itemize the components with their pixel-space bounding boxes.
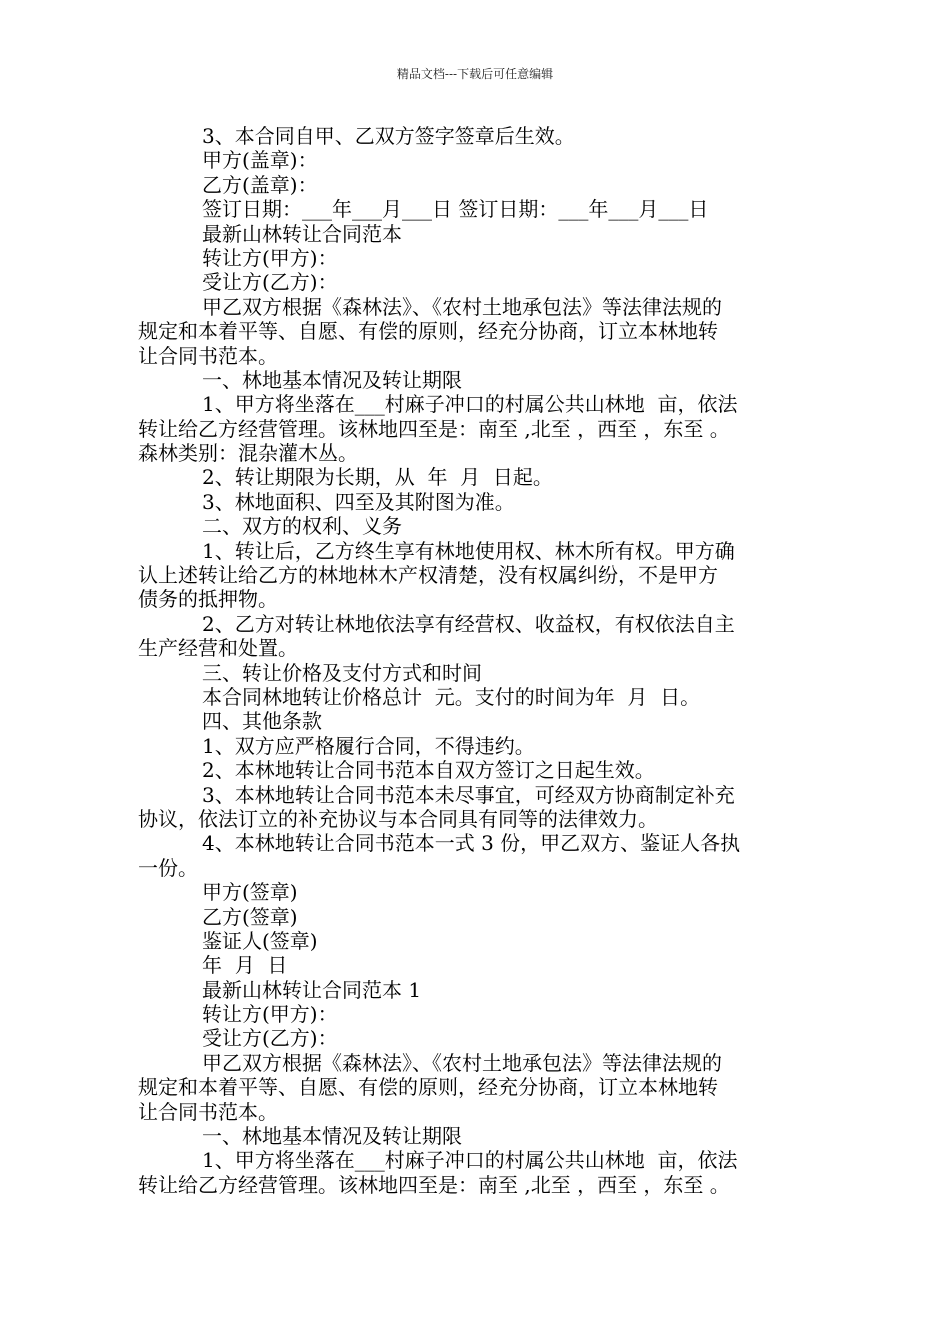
text-line: 受让方(乙方)： [202,1026,338,1051]
text-line: 一份。 [138,855,198,880]
text-line: 1、双方应严格履行合同，不得违约。 [202,733,535,758]
text-line: 协议，依法订立的补充协议与本合同具有同等的法律效力。 [138,806,658,831]
text-line: 规定和本着平等、自愿、有偿的原则，经充分协商，订立本林地转 [138,1075,718,1100]
text-line: 2、转让期限为长期，从 年 月 日起。 [202,465,553,490]
text-line: 年 月 日 [202,953,288,978]
text-line: 转让给乙方经营管理。该林地四至是：南至 ,北至 ，西至 ，东至 。 [138,1172,730,1197]
text-line: 债务的抵押物。 [138,587,278,612]
text-line: 甲方(盖章)： [202,148,318,173]
text-line: 转让方(甲方)： [202,1002,338,1027]
text-line: 三、转让价格及支付方式和时间 [202,660,482,685]
text-line: 本合同林地转让价格总计 元。支付的时间为年 月 日。 [202,684,701,709]
text-line: 规定和本着平等、自愿、有偿的原则，经充分协商，订立本林地转 [138,319,718,344]
text-line: 1、甲方将坐落在___村麻子冲口的村属公共山林地 亩，依法 [202,1148,738,1173]
text-line: 签订日期：___年___月___日 签订日期：___年___月___日 [202,197,709,222]
text-line: 3、林地面积、四至及其附图为准。 [202,489,515,514]
text-line: 认上述转让给乙方的林地林木产权清楚，没有权属纠纷，不是甲方 [138,563,718,588]
text-line: 4、本林地转让合同书范本一式 3 份，甲乙双方、鉴证人各执 [202,831,741,856]
text-line: 2、本林地转让合同书范本自双方签订之日起生效。 [202,758,655,783]
text-line: 让合同书范本。 [138,1099,278,1124]
text-line: 二、双方的权利、义务 [202,514,402,539]
text-line: 转让给乙方经营管理。该林地四至是：南至 ,北至 ，西至 ，东至 。 [138,416,730,441]
text-line: 最新山林转让合同范本 [202,221,402,246]
document-body [138,124,822,1197]
text-line: 受让方(乙方)： [202,270,338,295]
text-line: 一、林地基本情况及转让期限 [202,367,462,392]
text-line: 最新山林转让合同范本 1 [202,977,422,1002]
text-line: 3、本合同自甲、乙双方签字签章后生效。 [202,124,575,148]
text-line: 让合同书范本。 [138,343,278,368]
text-line: 森林类别：混杂灌木丛。 [138,441,358,466]
text-line: 甲乙双方根据《森林法》、《农村土地承包法》等法律法规的 [202,1050,722,1075]
text-line: 一、林地基本情况及转让期限 [202,1124,462,1149]
text-line: 乙方(盖章)： [202,172,318,197]
text-line: 1、转让后，乙方终生享有林地使用权、林木所有权。甲方确 [202,538,735,563]
text-line: 转让方(甲方)： [202,245,338,270]
text-line: 甲乙双方根据《森林法》、《农村土地承包法》等法律法规的 [202,294,722,319]
text-line: 生产经营和处置。 [138,636,298,661]
text-line: 乙方(签章) [202,904,298,929]
text-line: 2、乙方对转让林地依法享有经营权、收益权，有权依法自主 [202,611,735,636]
text-line: 四、其他条款 [202,709,322,734]
page-header: 精品文档---下载后可任意编辑 [396,67,554,81]
text-line: 1、甲方将坐落在___村麻子冲口的村属公共山林地 亩，依法 [202,392,738,417]
text-line: 3、本林地转让合同书范本未尽事宜，可经双方协商制定补充 [202,782,735,807]
text-line: 甲方(签章) [202,880,298,905]
text-line: 鉴证人(签章) [202,928,318,953]
